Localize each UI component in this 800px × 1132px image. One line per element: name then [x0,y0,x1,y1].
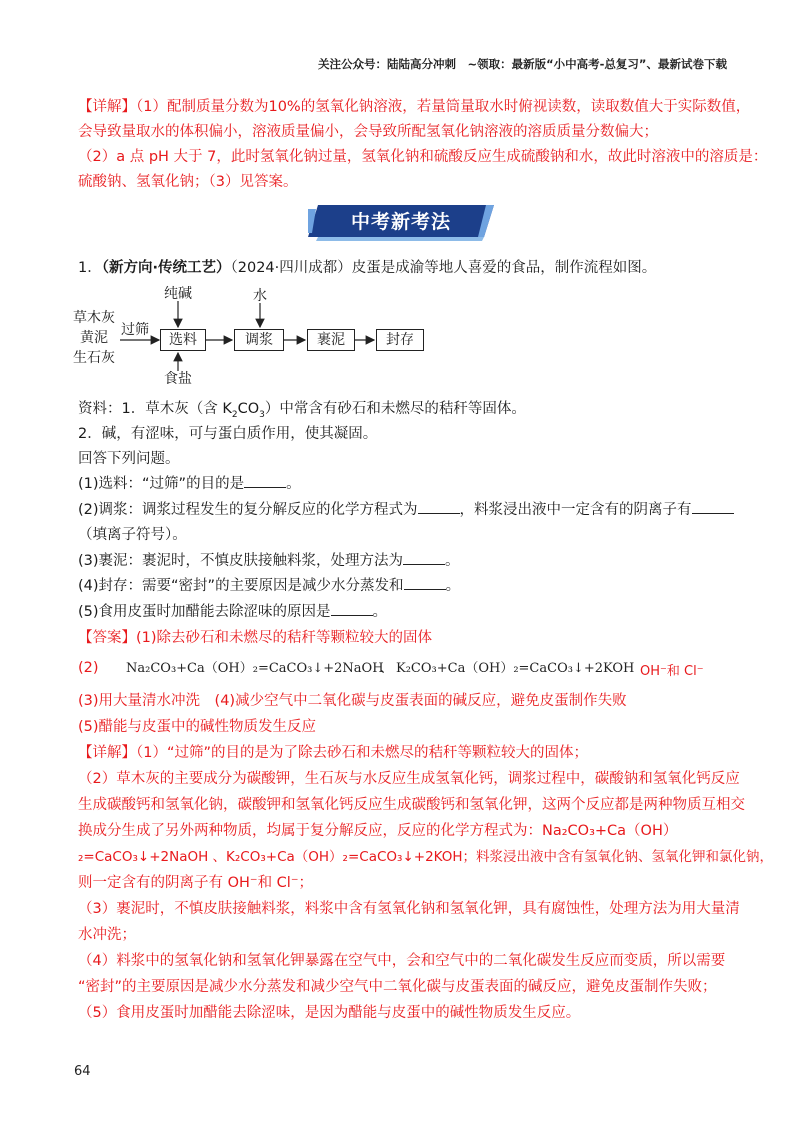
sub-question-3 [78,550,460,572]
detail-line-9: （4）料浆中的氢氧化钠和氢氧化钾暴露在空气中，会和空气中的二氧化碳发生反应而变质，所以需要 [78,953,726,969]
prev-detail-line-4: 硫酸钠、氢氧化钠；（3）见答案。 [78,174,298,190]
info-line-1-pre: 资料：1．草木灰（含 K [78,401,232,417]
sub-question-4 [78,575,460,597]
input-plant-ash: 草木灰 [73,310,115,326]
info-line-2: 2．碱，有涩味，可与蛋白质作用，使其凝固。 [78,426,378,442]
banner-title: 中考新考法 [350,211,451,233]
answer-2-label: (2) [78,660,99,676]
question-tag: （新方向·传统工艺） [101,260,231,276]
info-line-1-mid: CO [237,401,260,417]
process-flow-diagram [70,283,450,393]
sub-question-5-end: 。 [372,604,388,620]
answer-2-ions: OH⁻和 Cl⁻ [640,664,704,679]
label-soda-ash: 纯碱 [164,286,192,302]
answer-blank [418,499,460,514]
answer-blank [403,550,445,565]
detail-line-8: 水冲洗； [78,927,136,943]
info-line-1 [78,398,526,426]
prev-detail-line-2: 会导致量取水的体积偏小，溶液质量偏小，会导致所配氢氧化钠溶液的溶质质量分数偏大； [78,124,658,140]
sub-question-2 [78,499,734,521]
input-quicklime: 生石灰 [73,350,115,366]
answer-1: 【答案】(1)除去砂石和未燃尽的秸秆等颗粒较大的固体 [78,630,433,646]
sub-question-1-end: 。 [286,476,301,492]
answer-2-equation-1: Na₂CO₃+Ca（OH）₂=CaCO₃↓+2NaOH [126,661,384,676]
step-seal: 封存 [376,329,424,351]
step-mix: 调浆 [234,329,284,351]
detail-line-5: ₂=CaCO₃↓+2NaOH 、K₂CO₃+Ca（OH）₂=CaCO₃↓+2KOH；料浆浸出液中含有氢氧化钠、氢氧化钾和氯化钠， [78,849,774,865]
step-coat: 裹泥 [307,329,355,351]
sub-question-2-mid: ，料浆浸出液中一定含有的阴离子有 [459,502,692,518]
page-header: 关注公众号：陆陆高分冲刺 ~领取：最新版“小中高考-总复习”、最新试卷下载 [317,57,727,71]
answer-3-4: (3)用大量清水冲洗 (4)减少空气中二氧化碳与皮蛋表面的碱反应，避免皮蛋制作失败 [78,693,627,709]
detail-line-2: （2）草木灰的主要成分为碳酸钾，生石灰与水反应生成氢氧化钙，调浆过程中，碳酸钠和氢氧化钙反应 [78,771,740,787]
question-stem [78,257,656,279]
info-sub-3: 3 [259,409,265,420]
detail-line-6: 则一定含有的阴离子有 OH⁻和 Cl⁻； [78,875,313,891]
prev-detail-line-3: （2）a 点 pH 大于 7，此时氢氧化钠过量，氢氧化钠和硫酸反应生成硫酸钠和水，故此时溶液中的溶质是： [78,149,768,165]
detail-line-11: （5）食用皮蛋时加醋能去除涩味，是因为醋能与皮蛋中的碱性物质发生反应。 [78,1005,581,1021]
sub-question-2-text: (2)调浆：调浆过程发生的复分解反应的化学方程式为 [78,502,418,518]
answer-2-equation-2: K₂CO₃+Ca（OH）₂=CaCO₃↓+2KOH [396,661,635,676]
answer-prompt: 回答下列问题。 [78,451,180,467]
info-sub-2: 2 [231,409,238,420]
detail-line-10: “密封”的主要原因是减少水分蒸发和减少空气中二氧化碳与皮蛋表面的碱反应，避免皮蛋制作失败； [78,979,717,995]
sub-question-4-end: 。 [445,578,461,594]
sub-question-1-text: (1)选料：“过筛”的目的是 [78,476,245,492]
sub-question-1 [78,473,301,495]
page-number: 64 [74,1064,91,1079]
sub-question-3-text: (3)裹泥：裹泥时，不慎皮肤接触料浆，处理方法为 [78,553,404,569]
answer-blank [692,499,734,514]
label-sieve: 过筛 [121,322,149,338]
answer-blank [244,473,286,488]
section-banner [308,201,494,241]
answer-2-separator: 、 [380,661,394,676]
detail-line-1: 【详解】（1）“过筛”的目的是为了除去砂石和未燃尽的秸秆等颗粒较大的固体； [78,745,588,761]
input-yellow-mud: 黄泥 [80,330,108,346]
detail-line-3: 生成碳酸钙和氢氧化钠，碳酸钾和氢氧化钙反应生成碳酸钙和氢氧化钾，这两个反应都是两种物质互相交 [78,797,745,813]
label-water: 水 [253,288,267,304]
detail-line-7: （3）裹泥时，不慎皮肤接触料浆，料浆中含有氢氧化钠和氢氧化钾，具有腐蚀性，处理方法为用大量清 [78,901,740,917]
prev-detail-line-1: 【详解】（1）配制质量分数为10%的氢氧化钠溶液，若量筒量取水时俯视读数，读取数值大于实际数值， [78,99,751,115]
detail-line-4: 换成分生成了另外两种物质，均属于复分解反应，反应的化学方程式为：Na₂CO₃+Ca（OH） [78,823,678,839]
answer-5: (5)醋能与皮蛋中的碱性物质发生反应 [78,719,317,735]
step-select: 选料 [160,329,206,351]
info-line-1-post: ）中常含有砂石和未燃尽的秸秆等固体。 [264,401,526,417]
sub-question-2-cont: （填离子符号）。 [78,527,187,543]
question-source: （2024·四川成都）皮蛋是成渝等地人喜爱的食品，制作流程如图。 [230,260,657,276]
sub-question-3-end: 。 [445,553,460,569]
label-salt: 食盐 [164,371,192,387]
answer-blank [404,575,446,590]
sub-question-5-text: (5)食用皮蛋时加醋能去除涩味的原因是 [78,604,331,620]
question-number: 1． [78,260,102,276]
sub-question-5 [78,601,387,623]
sub-question-4-text: (4)封存：需要“密封”的主要原因是减少水分蒸发和 [78,578,404,594]
answer-blank [331,601,373,616]
